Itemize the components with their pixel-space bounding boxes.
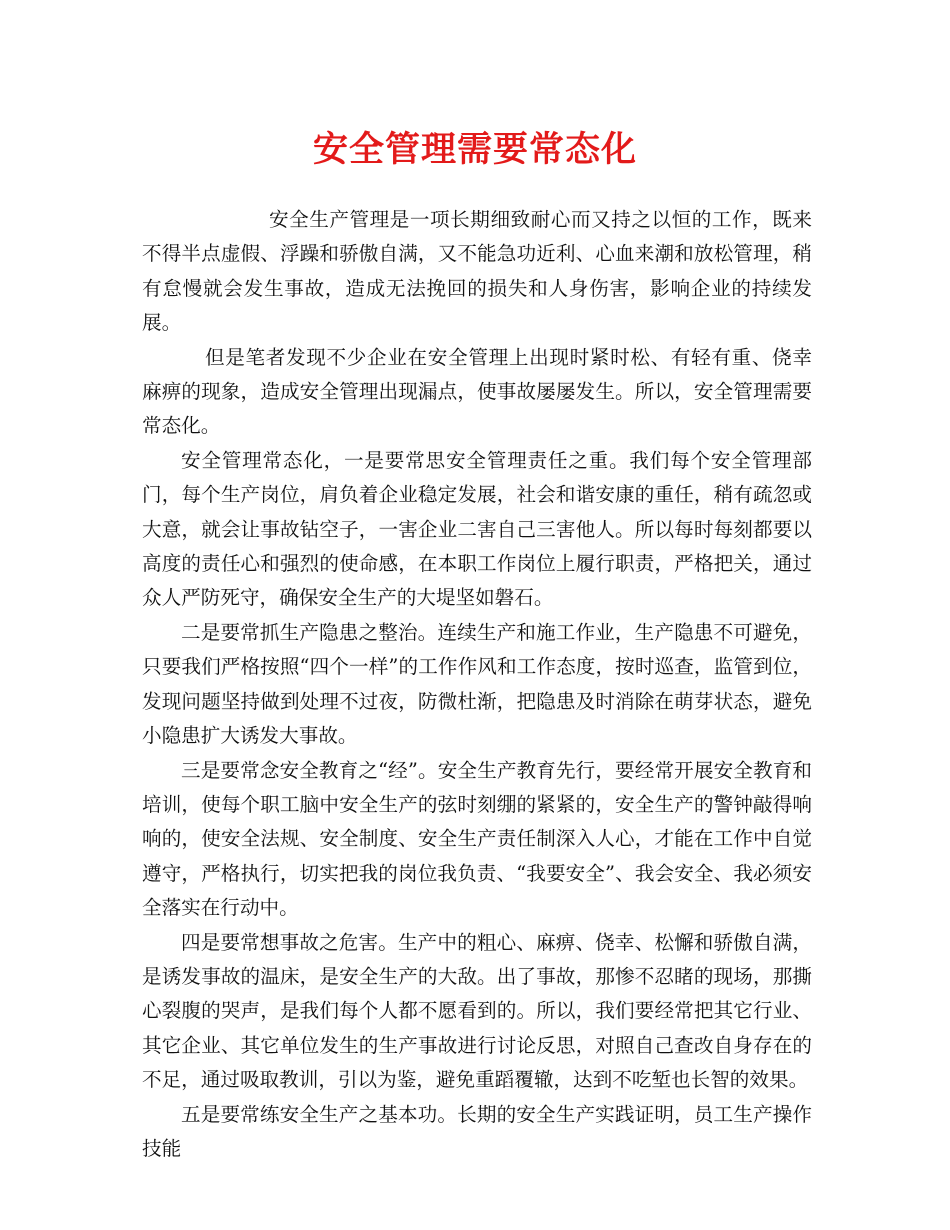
- paragraph-5: 三是要常念安全教育之“经”。安全生产教育先行，要经常开展安全教育和培训，使每个职工脑中安全生产的弦时刻绷的紧紧的，安全生产的警钟敲得响响的，使安全法规、安全制度、安全生产责任制深入人心，才能在工作中自觉遵守，严格执行，切实把我的岗位我负责、“我要安全”、我会安全、我必须安全落实在行动中。: [142, 758, 812, 920]
- document-body: [142, 203, 812, 1166]
- paragraph-1: 安全生产管理是一项长期细致耐心而又持之以恒的工作，既来不得半点虚假、浮躁和骄傲自满，又不能急功近利、心血来潮和放松管理，稍有怠慢就会发生事故，造成无法挽回的损失和人身伤害，影响企业的持续发展。: [142, 208, 812, 335]
- paragraph-6: 四是要常想事故之危害。生产中的粗心、麻痹、侥幸、松懈和骄傲自满，是诱发事故的温床，是安全生产的大敌。出了事故，那惨不忍睹的现场，那撕心裂腹的哭声，是我们每个人都不愿看到的。所以，我们要经常把其它行业、其它企业、其它单位发生的生产事故进行讨论反思，对照自己查改自身存在的不足，通过吸取教训，引以为鉴，避免重蹈覆辙，达到不吃堑也长智的效果。: [142, 930, 812, 1092]
- document-title: 安全管理需要常态化: [312, 129, 637, 170]
- paragraph-2: 但是笔者发现不少企业在安全管理上出现时紧时松、有轻有重、侥幸麻痹的现象，造成安全管理出现漏点，使事故屡屡发生。所以，安全管理需要常态化。: [142, 345, 812, 438]
- paragraph-3: 安全管理常态化，一是要常思安全管理责任之重。我们每个安全管理部门，每个生产岗位，肩负着企业稳定发展，社会和谐安康的重任，稍有疏忽或大意，就会让事故钻空子，一害企业二害自己三害他人。所以每时每刻都要以高度的责任心和强烈的使命感，在本职工作岗位上履行职责，严格把关，通过众人严防死守，确保安全生产的大堤坚如磐石。: [142, 448, 812, 610]
- paragraph-7: 五是要常练安全生产之基本功。长期的安全生产实践证明，员工生产操作技能: [142, 1102, 812, 1160]
- paragraph-4: 二是要常抓生产隐患之整治。连续生产和施工作业，生产隐患不可避免，只要我们严格按照“四个一样”的工作作风和工作态度，按时巡查，监管到位，发现问题坚持做到处理不过夜，防微杜渐，把隐患及时消除在萌芽状态，避免小隐患扩大诱发大事故。: [142, 620, 812, 748]
